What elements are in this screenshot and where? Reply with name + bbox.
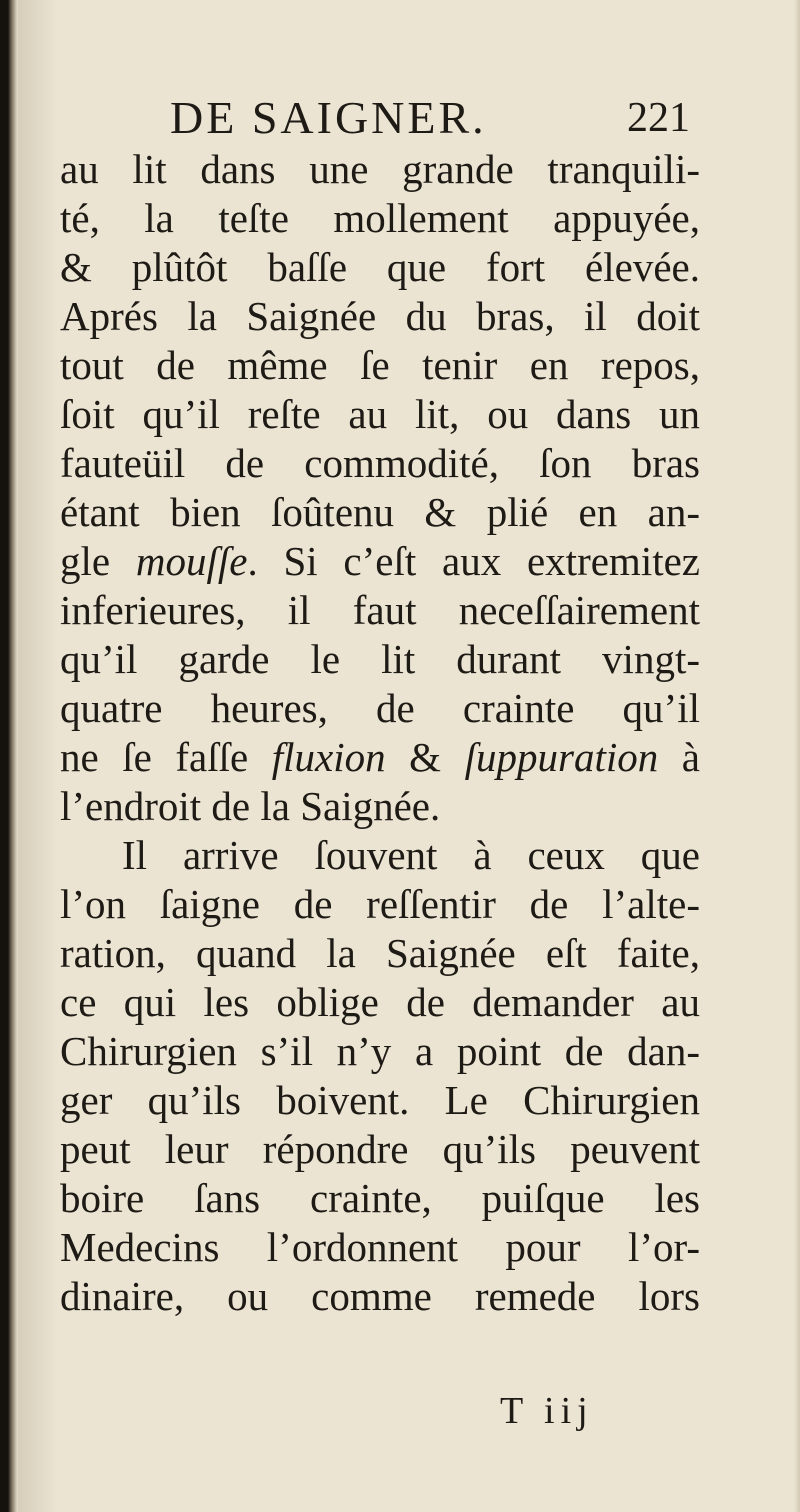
paragraph-start-line: Il arrive ſouvent à ceux que [122,832,700,878]
italic-term: mouſſe [135,538,248,584]
text-line: qu’il garde le lit durant vingt- [60,636,700,682]
text-line: boire ſans crainte, puiſque les [60,1175,700,1221]
text-line: ce qui les oblige de demander au [60,979,700,1025]
text-line: au lit dans une grande tranquili- [60,146,700,192]
text-run: gle [60,538,136,584]
text-line [60,733,700,782]
text-run: à [658,734,700,780]
text-line [60,537,700,586]
running-title: DE SAIGNER. [170,92,487,143]
text-line: Medecins l’ordonnent pour l’or- [60,1224,700,1270]
text-line: l’on ſaigne de reſſentir de l’alte- [60,881,700,927]
text-line: ſoit qu’il reſte au lit, ou dans un [60,391,700,437]
running-head [170,88,690,148]
text-line: l’endroit de la Saignée. [60,783,441,829]
text-line: dinaire, ou comme remede lors [60,1273,700,1319]
text-line: & plûtôt baſſe que fort élevée. [60,244,700,290]
book-gutter [0,0,18,1512]
italic-term: ſuppuration [464,734,659,780]
body-text [60,145,700,1321]
text-line: Aprés la Saignée du bras, il doit [60,293,700,339]
italic-term: fluxion [271,734,386,780]
text-line: Chirurgien s’il n’y a point de dan- [60,1028,700,1074]
text-run: . Si c’eſt aux extremitez [247,538,700,584]
gutter-shadow [18,0,58,1512]
text-run: ne ſe faſſe [60,734,272,780]
signature-mark: T iij [500,1390,594,1432]
text-line: étant bien ſoûtenu & plié en an- [60,489,700,535]
text-line: tout de même ſe tenir en repos, [60,342,700,388]
text-run: & [385,734,465,780]
page-edge [794,0,800,1512]
text-line: peut leur répondre qu’ils peuvent [60,1126,700,1172]
text-line: ger qu’ils boivent. Le Chirurgien [60,1077,700,1123]
text-line: quatre heures, de crainte qu’il [60,685,700,731]
text-line: té, la teſte mollement appuyée, [60,195,700,241]
text-line: fauteüil de commodité, ſon bras [60,440,700,486]
text-line: ration, quand la Saignée eſt faite, [60,930,700,976]
text-line: inferieures, il faut neceſſairement [60,587,700,633]
page-number: 221 [627,95,690,141]
